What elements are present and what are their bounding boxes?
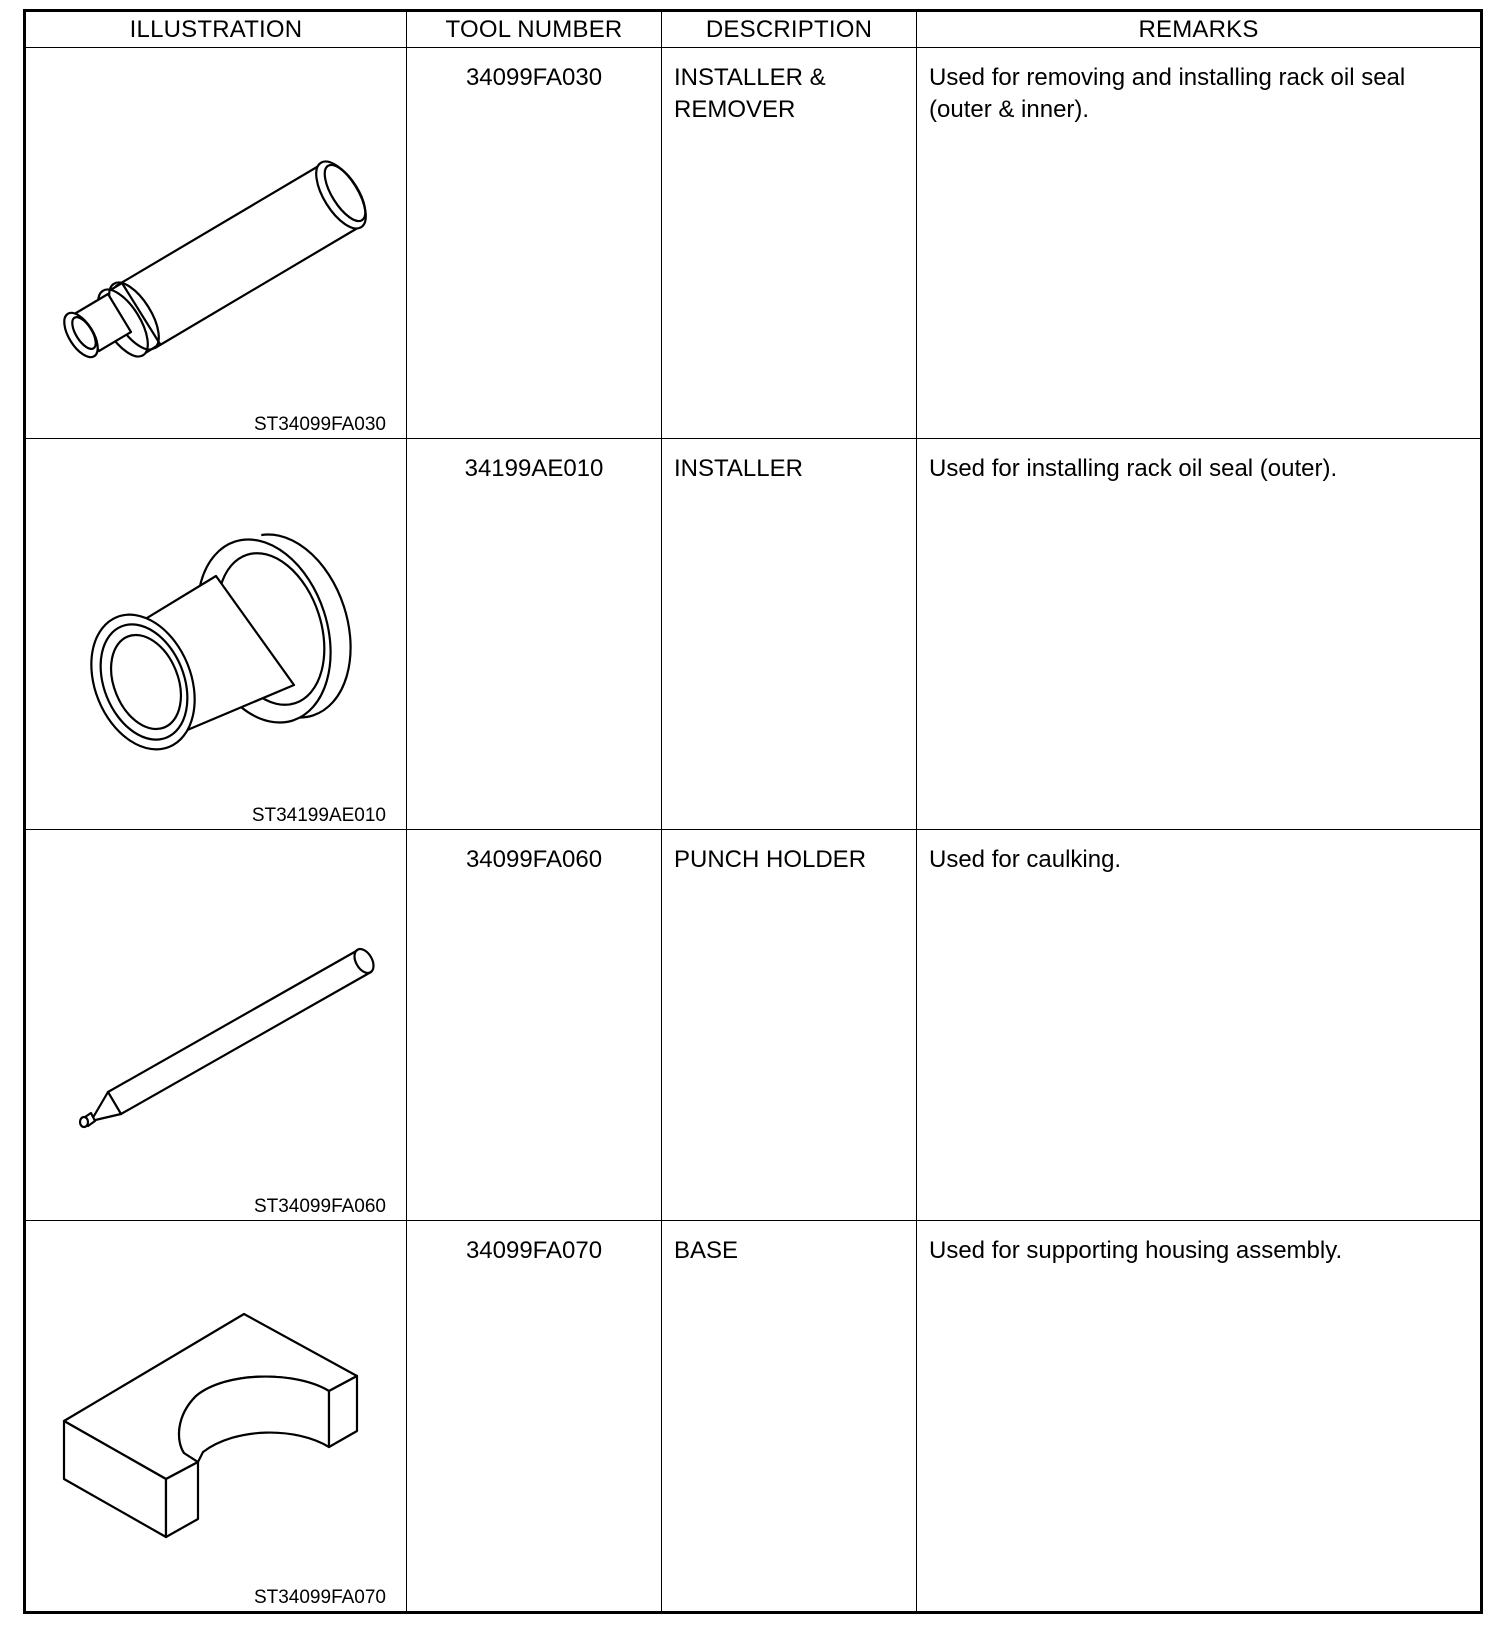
remarks-cell: Used for installing rack oil seal (outer). bbox=[917, 439, 1482, 830]
tool-number-cell: 34099FA060 bbox=[407, 830, 662, 1221]
illustration-cell bbox=[25, 48, 407, 439]
table-header-row bbox=[25, 11, 1482, 48]
header-description: DESCRIPTION bbox=[662, 11, 917, 48]
table-row bbox=[25, 48, 1482, 439]
illustration-cell bbox=[25, 830, 407, 1221]
tool-number-cell: 34199AE010 bbox=[407, 439, 662, 830]
description-cell: INSTALLER bbox=[662, 439, 917, 830]
table-row bbox=[25, 1221, 1482, 1613]
header-remarks: REMARKS bbox=[917, 11, 1482, 48]
illustration-code: ST34199AE010 bbox=[251, 805, 386, 826]
remarks-cell: Used for supporting housing assembly. bbox=[917, 1221, 1482, 1613]
remarks-cell: Used for caulking. bbox=[917, 830, 1482, 1221]
illustration-cell bbox=[25, 439, 407, 830]
description-cell: INSTALLER & REMOVER bbox=[662, 48, 917, 439]
special-tools-table bbox=[23, 9, 1483, 1614]
tool-number-cell: 34099FA070 bbox=[407, 1221, 662, 1613]
header-illustration: ILLUSTRATION bbox=[25, 11, 407, 48]
table-row bbox=[25, 439, 1482, 830]
illustration-code: ST34099FA030 bbox=[253, 414, 386, 435]
base-block-icon bbox=[26, 1221, 408, 1611]
illustration-code: ST34099FA060 bbox=[253, 1196, 386, 1217]
description-cell: BASE bbox=[662, 1221, 917, 1613]
punch-holder-icon bbox=[26, 830, 408, 1220]
rack-oil-seal-installer-icon bbox=[26, 439, 408, 829]
remarks-cell: Used for removing and installing rack oil seal (outer & inner). bbox=[917, 48, 1482, 439]
description-cell: PUNCH HOLDER bbox=[662, 830, 917, 1221]
tool-number-cell: 34099FA030 bbox=[407, 48, 662, 439]
header-tool-number: TOOL NUMBER bbox=[407, 11, 662, 48]
illustration-code: ST34099FA070 bbox=[253, 1587, 386, 1608]
rack-oil-seal-installer-remover-icon bbox=[26, 48, 408, 438]
table-row bbox=[25, 830, 1482, 1221]
illustration-cell bbox=[25, 1221, 407, 1613]
